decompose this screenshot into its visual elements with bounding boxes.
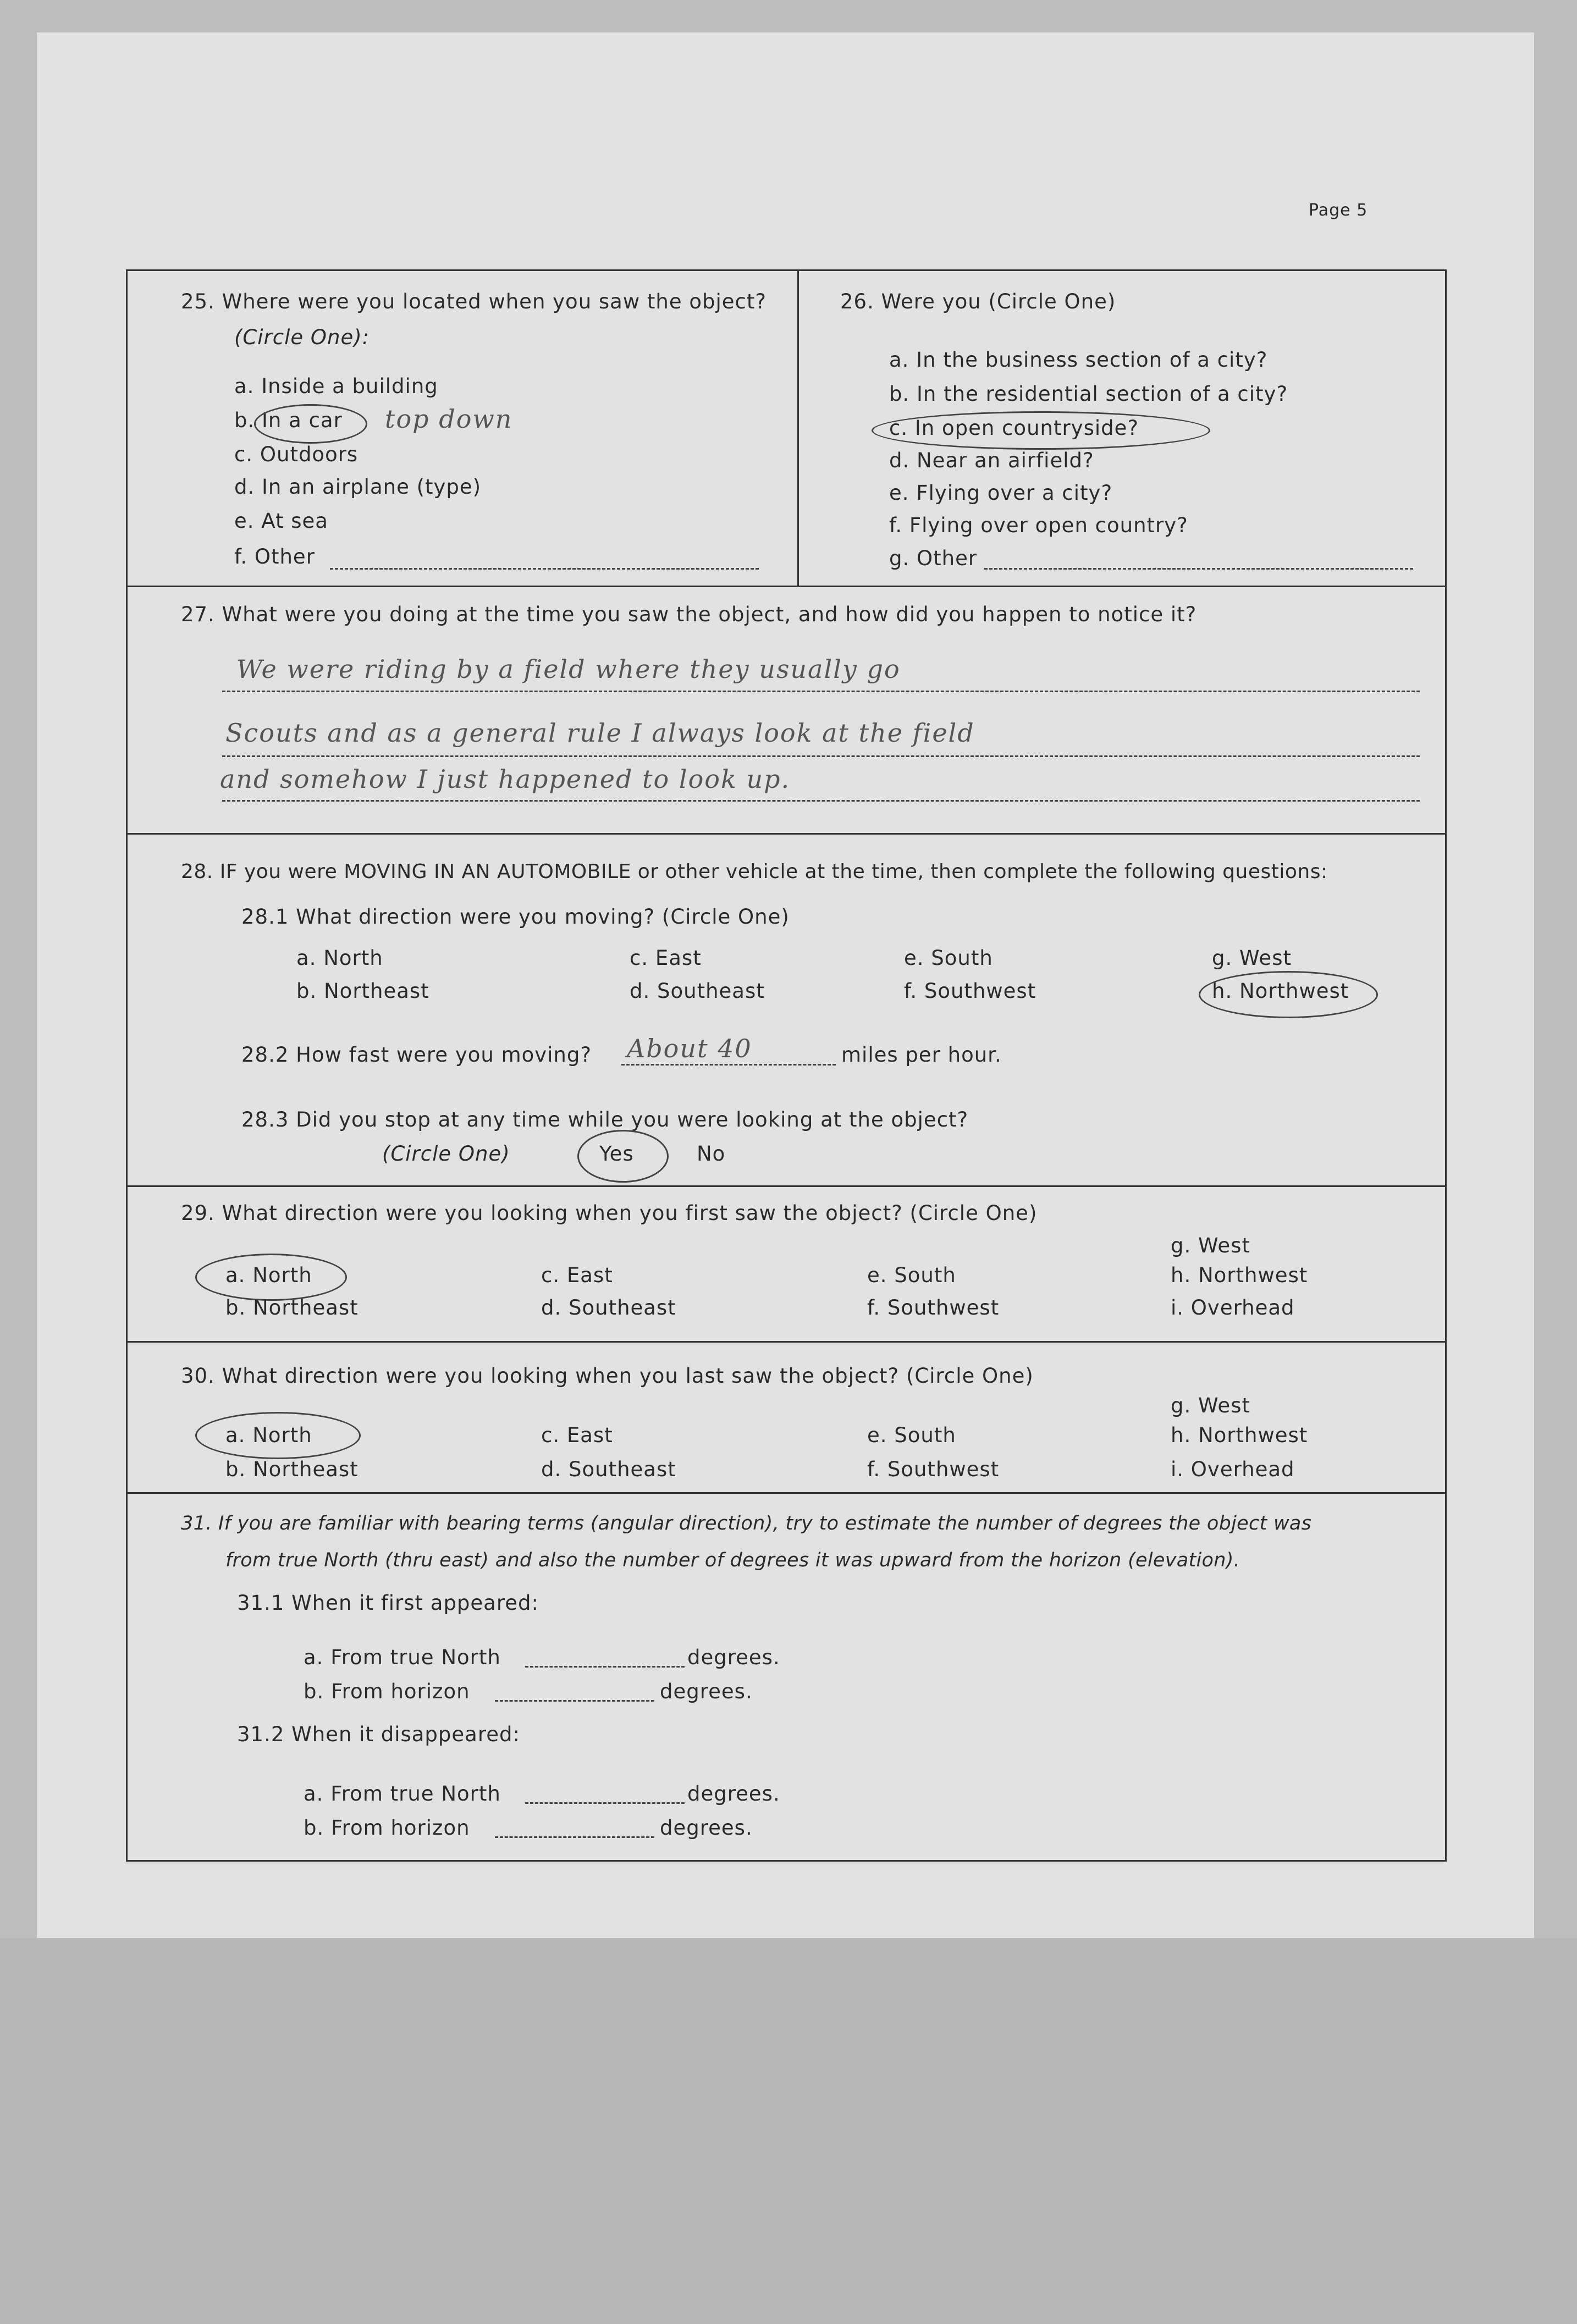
selection-circle xyxy=(577,1130,669,1183)
q27-question: 27. What were you doing at the time you saw the object, and how did you happen to notice it? xyxy=(181,603,1197,626)
q28-option-d[interactable]: d. Southeast xyxy=(630,979,765,1003)
q30-option-c[interactable]: c. East xyxy=(541,1423,613,1447)
q28-option-h[interactable]: h. Northwest xyxy=(1212,979,1349,1003)
q26-option-c[interactable]: c. In open countryside? xyxy=(889,416,1139,440)
q31-1a-blank[interactable] xyxy=(525,1666,685,1668)
q27-answer-line-3: and somehow I just happened to look up. xyxy=(220,764,791,794)
q28-3-no[interactable]: No xyxy=(697,1142,726,1166)
q29-option-b[interactable]: b. Northeast xyxy=(225,1296,359,1320)
q30-option-e[interactable]: e. South xyxy=(867,1423,956,1447)
q28-1-question: 28.1 What direction were you moving? (Circle One) xyxy=(241,905,790,929)
q26-option-d[interactable]: d. Near an airfield? xyxy=(889,449,1094,472)
answer-line xyxy=(222,755,1420,757)
q26-option-e[interactable]: e. Flying over a city? xyxy=(889,481,1113,505)
q25-other-line xyxy=(330,568,759,570)
q31-2b-label: b. From horizon xyxy=(304,1816,470,1840)
q25-handwritten-note: top down xyxy=(385,404,513,434)
q26-option-b[interactable]: b. In the residential section of a city? xyxy=(889,382,1288,406)
selection-circle xyxy=(195,1254,347,1301)
q31-1-label: 31.1 When it first appeared: xyxy=(237,1591,539,1615)
page-number: Page 5 xyxy=(1309,201,1368,220)
q25-option-a[interactable]: a. Inside a building xyxy=(234,374,438,398)
q25-instruction: (Circle One): xyxy=(234,325,370,349)
q31-1a-label: a. From true North xyxy=(304,1646,501,1669)
q30-option-h[interactable]: h. Northwest xyxy=(1171,1423,1308,1447)
q28-option-a[interactable]: a. North xyxy=(296,946,383,970)
q31-2b-unit: degrees. xyxy=(660,1816,753,1840)
q25-option-c[interactable]: c. Outdoors xyxy=(234,443,359,466)
q26-question: 26. Were you (Circle One) xyxy=(840,290,1116,313)
q28-option-c[interactable]: c. East xyxy=(630,946,702,970)
q28-3-instruction: (Circle One) xyxy=(382,1142,510,1166)
q29-option-f[interactable]: f. Southwest xyxy=(867,1296,1000,1320)
q31-1a-unit: degrees. xyxy=(687,1646,780,1669)
q26-other-line xyxy=(984,568,1413,570)
q25-option-f[interactable]: f. Other xyxy=(234,545,315,568)
q28-3-question: 28.3 Did you stop at any time while you were looking at the object? xyxy=(241,1108,969,1131)
q30-option-g[interactable]: g. West xyxy=(1171,1394,1250,1417)
speed-line xyxy=(621,1064,836,1066)
q31-2a-blank[interactable] xyxy=(525,1802,685,1804)
q27-answer-line-1: We were riding by a field where they usually go xyxy=(236,654,901,684)
q29-option-e[interactable]: e. South xyxy=(867,1263,956,1287)
q31-1b-unit: degrees. xyxy=(660,1680,753,1703)
q30-option-i[interactable]: i. Overhead xyxy=(1171,1458,1295,1481)
q28-2-question: 28.2 How fast were you moving? xyxy=(241,1043,592,1067)
q25-question: 25. Where were you located when you saw the object? xyxy=(181,290,767,313)
q30-option-b[interactable]: b. Northeast xyxy=(225,1458,359,1481)
q31-1b-blank[interactable] xyxy=(495,1700,654,1702)
q31-2b-blank[interactable] xyxy=(495,1836,654,1838)
divider xyxy=(126,1341,1445,1343)
selection-circle xyxy=(872,411,1210,450)
selection-circle xyxy=(195,1412,361,1459)
q30-option-a[interactable]: a. North xyxy=(225,1423,312,1447)
q28-option-b[interactable]: b. Northeast xyxy=(296,979,429,1003)
q29-option-i[interactable]: i. Overhead xyxy=(1171,1296,1295,1320)
q25-option-b[interactable]: b. In a car xyxy=(234,409,343,432)
q30-option-d[interactable]: d. Southeast xyxy=(541,1458,676,1481)
q29-option-d[interactable]: d. Southeast xyxy=(541,1296,676,1320)
divider xyxy=(126,833,1445,835)
q30-option-f[interactable]: f. Southwest xyxy=(867,1458,1000,1481)
q26-option-g[interactable]: g. Other xyxy=(889,547,978,570)
q26-option-a[interactable]: a. In the business section of a city? xyxy=(889,348,1268,372)
q28-question: 28. IF you were MOVING IN AN AUTOMOBILE or other vehicle at the time, then complete the following questions: xyxy=(181,860,1328,883)
q27-answer-line-2: Scouts and as a general rule I always look at the field xyxy=(225,718,975,748)
q31-question-line-1: 31. If you are familiar with bearing terms (angular direction), try to estimate the number of degrees the object was xyxy=(181,1512,1312,1534)
q25-option-e[interactable]: e. At sea xyxy=(234,509,328,533)
q28-option-g[interactable]: g. West xyxy=(1212,946,1292,970)
q29-question: 29. What direction were you looking when you first saw the object? (Circle One) xyxy=(181,1201,1038,1225)
scan-background xyxy=(0,1938,1577,2324)
q31-2-label: 31.2 When it disappeared: xyxy=(237,1723,520,1746)
q28-option-e[interactable]: e. South xyxy=(904,946,993,970)
selection-circle xyxy=(1199,971,1378,1018)
q26-option-f[interactable]: f. Flying over open country? xyxy=(889,514,1188,537)
q30-question: 30. What direction were you looking when you last saw the object? (Circle One) xyxy=(181,1364,1034,1388)
q25-option-d[interactable]: d. In an airplane (type) xyxy=(234,475,482,499)
divider-q25-q26 xyxy=(797,269,799,586)
q28-2-answer: About 40 xyxy=(627,1034,752,1063)
q31-2a-label: a. From true North xyxy=(304,1782,501,1806)
q29-option-g[interactable]: g. West xyxy=(1171,1234,1250,1257)
divider xyxy=(126,1492,1445,1494)
q28-2-unit: miles per hour. xyxy=(841,1043,1002,1067)
divider xyxy=(126,1185,1445,1187)
q28-3-yes[interactable]: Yes xyxy=(599,1142,634,1166)
q28-option-f[interactable]: f. Southwest xyxy=(904,979,1036,1003)
q31-2a-unit: degrees. xyxy=(687,1782,780,1806)
q29-option-a[interactable]: a. North xyxy=(225,1263,312,1287)
answer-line xyxy=(222,800,1420,802)
q29-option-c[interactable]: c. East xyxy=(541,1263,613,1287)
q29-option-h[interactable]: h. Northwest xyxy=(1171,1263,1308,1287)
q31-1b-label: b. From horizon xyxy=(304,1680,470,1703)
divider xyxy=(126,586,1445,587)
answer-line xyxy=(222,691,1420,692)
q31-question-line-2: from true North (thru east) and also the number of degrees it was upward from the horizon (elevation). xyxy=(225,1549,1240,1571)
selection-circle xyxy=(254,404,367,444)
